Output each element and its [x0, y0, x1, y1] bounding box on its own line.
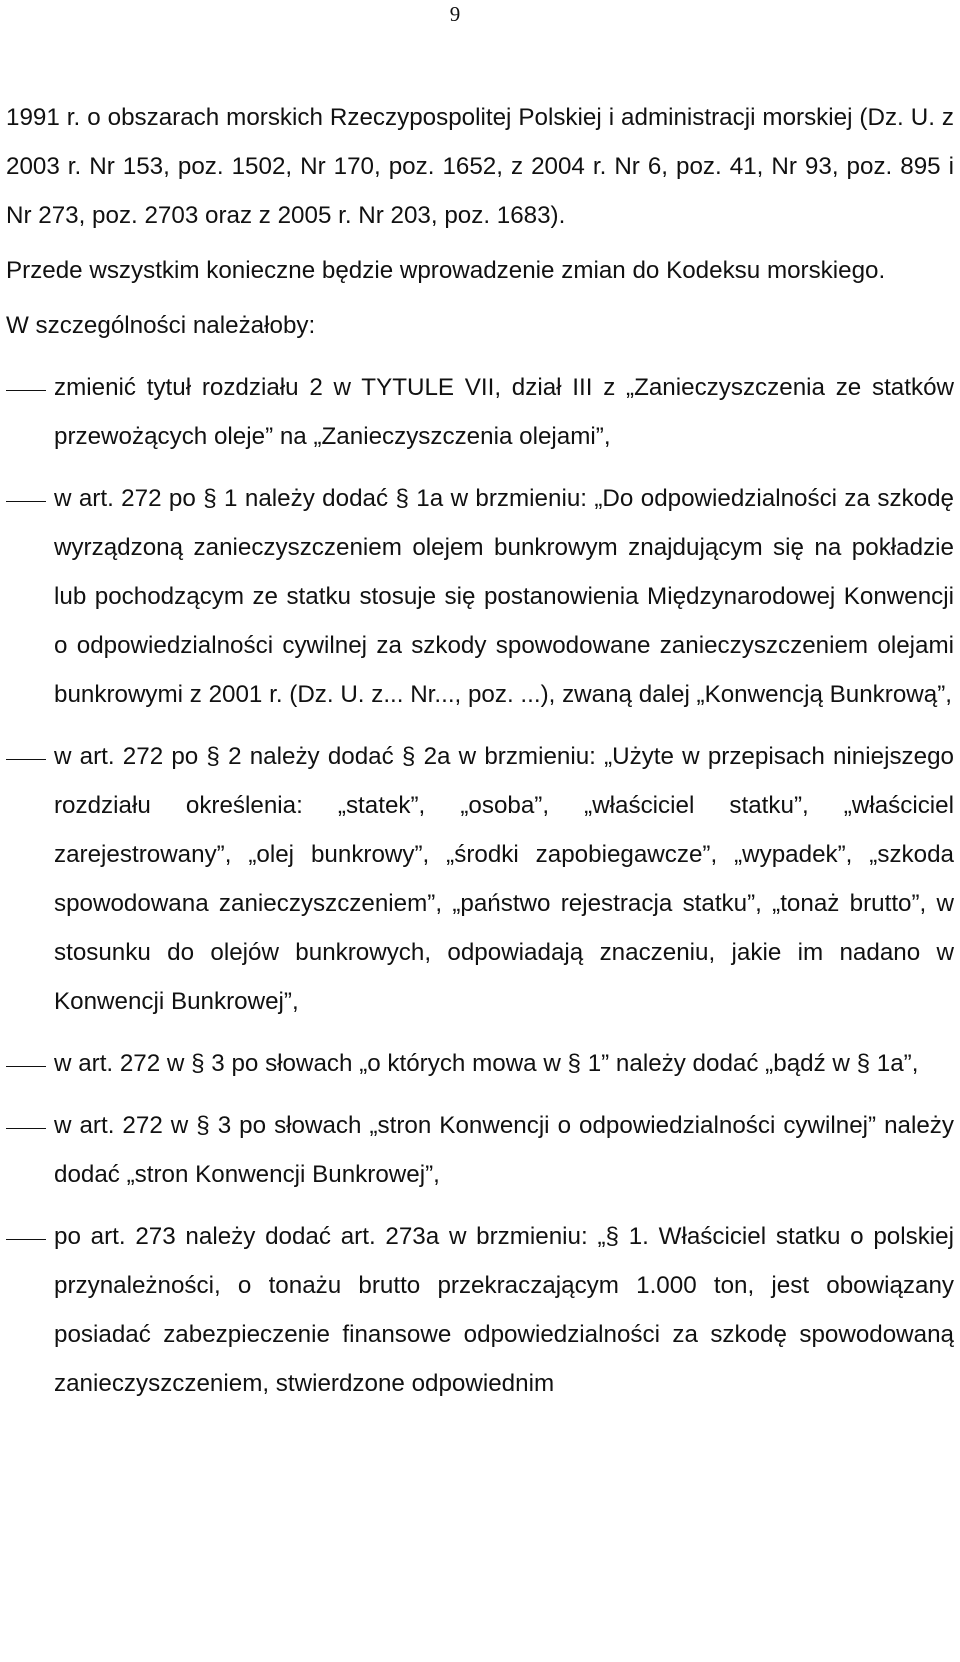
- list-item-text: w art. 272 w § 3 po słowach „stron Konwencji o odpowiedzialności cywilnej” należy dodać „stron Konwencji Bunkrowej”,: [54, 1112, 954, 1188]
- paragraph-lead-in: W szczególności należałoby:: [6, 312, 316, 339]
- list-item: [6, 363, 954, 461]
- dash-bullet-icon: [6, 732, 46, 781]
- dash-bullet-icon: [6, 474, 46, 523]
- list-item: [6, 1101, 954, 1199]
- dash-bullet-icon: [6, 1039, 46, 1088]
- list-item: [6, 1039, 954, 1088]
- list-item-text: po art. 273 należy dodać art. 273a w brzmieniu: „§ 1. Właściciel statku o polskiej przynależności, o tonażu brutto przekraczającym 1.000 ton, jest obowiązany posiadać zabezpieczenie finansowe odpowiedzialności za szkodę spowodowaną zanieczyszczeniem, stwierdzone odpowiednim: [54, 1223, 954, 1397]
- dash-bullet-icon: [6, 1212, 46, 1261]
- list-item-text: w art. 272 po § 2 należy dodać § 2a w brzmieniu: „Użyte w przepisach niniejszego rozdziału określenia: „statek”, „osoba”, „właściciel statku”, „właściciel zarejestrowany”, „olej bunkrowy”, „środki zapobiegawcze”, „wypadek”, „szkoda spowodowana zanieczyszczeniem”, „państwo rejestracja statku”, „tonaż brutto”, w stosunku do olejów bunkrowych, odpowiadają znaczeniu, jakie im nadano w Konwencji Bunkrowej”,: [54, 743, 954, 1015]
- dash-bullet-icon: [6, 1101, 46, 1150]
- list-item-text: w art. 272 po § 1 należy dodać § 1a w brzmieniu: „Do odpowiedzialności za szkodę wyrządzoną zanieczyszczeniem olejem bunkrowym znajdującym się na pokładzie lub pochodzącym ze statku stosuje się postanowienia Międzynarodowej Konwencji o odpowiedzialności cywilnej za szkody spowodowane zanieczyszczeniem olejami bunkrowymi z 2001 r. (Dz. U. z... Nr..., poz. ...), zwaną dalej „Konwencją Bunkrową”,: [54, 485, 954, 708]
- page-number: 9: [449, 2, 461, 26]
- list-item: [6, 1212, 954, 1408]
- list-item-text: zmienić tytuł rozdziału 2 w TYTULE VII, dział III z „Zanieczyszczenia ze statków przewożących oleje” na „Zanieczyszczenia olejami”,: [54, 374, 954, 450]
- list-item: [6, 474, 954, 719]
- paragraph-intro: Przede wszystkim konieczne będzie wprowadzenie zmian do Kodeksu morskiego.: [6, 257, 886, 284]
- document-body: [6, 93, 954, 1421]
- dash-bullet-icon: [6, 363, 46, 412]
- list-item: [6, 732, 954, 1026]
- list-item-text: w art. 272 w § 3 po słowach „o których mowa w § 1” należy dodać „bądź w § 1a”,: [54, 1050, 919, 1077]
- paragraph-legal-reference: 1991 r. o obszarach morskich Rzeczypospolitej Polskiej i administracji morskiej (Dz. U. z 2003 r. Nr 153, poz. 1502, Nr 170, poz. 1652, z 2004 r. Nr 6, poz. 41, Nr 93, poz. 895 i Nr 273, poz. 2703 oraz z 2005 r. Nr 203, poz. 1683).: [6, 104, 954, 229]
